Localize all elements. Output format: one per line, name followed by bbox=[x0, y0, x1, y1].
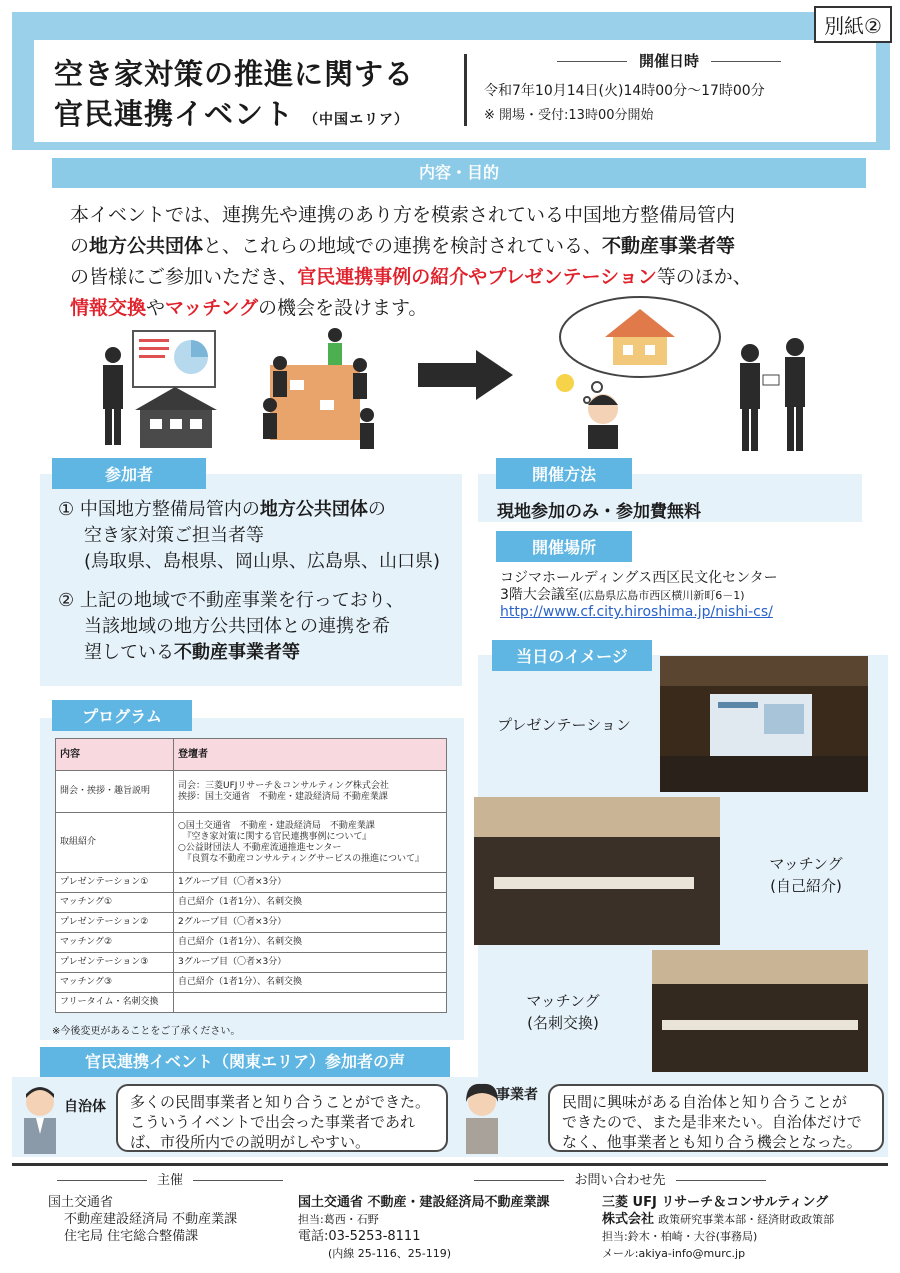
contact-mlit: 国土交通省 不動産・建設経済局不動産業課 担当:葛西・石野 電話:03-5253-8111 (内線 25-116、25-119) bbox=[298, 1195, 550, 1260]
title-divider bbox=[464, 54, 467, 126]
voice-bubble-municipality: 多くの民間事業者と知り合うことができた。 こういうイベントで出会った事業者であれ ば、市役所内での説明がしやすい。 bbox=[116, 1084, 448, 1152]
venue-info bbox=[500, 570, 778, 621]
right-arrow-icon bbox=[418, 350, 513, 400]
table-row: プレゼンテーション③ 3グループ目（〇者×3分） bbox=[56, 953, 447, 973]
official-avatar-icon bbox=[14, 1080, 66, 1156]
host-heading: 主催 bbox=[20, 1169, 320, 1188]
images-heading: 当日のイメージ bbox=[492, 640, 652, 671]
program-heading: プログラム bbox=[52, 700, 192, 731]
purpose-line2: の地方公共団体と、これらの地域での連携を検討されている、不動産事業者等 bbox=[70, 235, 736, 257]
caption-card-exchange: マッチング (名刺交換) bbox=[526, 992, 600, 1032]
self-intro-photo-image bbox=[474, 797, 720, 945]
contact-heading: お問い合わせ先 bbox=[380, 1169, 860, 1188]
voice-role-municipality: 自治体 bbox=[64, 1099, 106, 1115]
presentation-meeting-illustration bbox=[95, 325, 395, 465]
program-table bbox=[55, 738, 447, 1013]
venue-room: 3階大会議室(広島県広島市西区横川新町6－1) bbox=[500, 587, 745, 603]
table-row: 開会・挨拶・趣旨説明 司会：三菱UFJリサーチ＆コンサルティング株式会社 挨拶：国土交通省 不動産・建設経済局 不動産業課 bbox=[56, 771, 447, 813]
attachment-badge: 別紙② bbox=[814, 6, 892, 43]
table-row: プレゼンテーション② 2グループ目（〇者×3分） bbox=[56, 913, 447, 933]
table-row: プレゼンテーション① 1グループ目（〇者×3分） bbox=[56, 873, 447, 893]
footer-divider bbox=[12, 1163, 888, 1166]
photo-self-intro bbox=[474, 797, 720, 945]
caption-presentation: プレゼンテーション bbox=[497, 716, 631, 734]
venue-name: コジマホールディングス西区民文化センター bbox=[500, 570, 778, 586]
method-heading: 開催方法 bbox=[496, 458, 632, 489]
program-col-speaker: 登壇者 bbox=[174, 739, 447, 771]
event-title-line1: 空き家対策の推進に関する bbox=[54, 57, 415, 91]
program-col-content: 内容 bbox=[56, 739, 174, 771]
participant-item-2: ② 上記の地域で不動産事業を行っており、 当該地域の地方公共団体との連携を希 望している不動産事業者等 bbox=[58, 590, 404, 663]
date-heading-text: 開催日時 bbox=[638, 52, 699, 70]
purpose-line1: 本イベントでは、連携先や連携のあり方を模索されている中国地方整備局管内 bbox=[70, 204, 736, 226]
table-row: 取組紹介 ○国土交通省 不動産・建設経済局 不動産業課 『空き家対策に関する官民連携事例について』 ○公益財団法人 不動産流通推進センター 『良質な不動産コンサルティングサービスの推進について』 bbox=[56, 813, 447, 873]
table-row: マッチング② 自己紹介（1者1分）、名刺交換 bbox=[56, 933, 447, 953]
event-title-line2 bbox=[54, 92, 409, 133]
event-datetime: 令和7年10月14日(火)14時00分～17時00分 bbox=[484, 83, 765, 99]
program-table-header bbox=[56, 739, 447, 771]
participant-item-1: ① 中国地方整備局管内の地方公共団体の 空き家対策ご担当者等 (鳥取県、島根県、岡山県、広島県、山口県) bbox=[58, 499, 441, 572]
voice-bubble-business: 民間に興味がある自治体と知り合うことが できたので、また是非来たい。自治体だけで なく、他事業者とも知り合う機会となった。 bbox=[548, 1084, 884, 1152]
event-area: （中国エリア） bbox=[304, 112, 410, 128]
method-text: 現地参加のみ・参加費無料 bbox=[497, 502, 701, 522]
purpose-line4: 情報交換やマッチングの機会を設けます。 bbox=[70, 297, 428, 319]
purpose-heading: 内容・目的 bbox=[52, 158, 866, 188]
voice-role-business: 事業者 bbox=[496, 1087, 538, 1103]
presentation-photo-image bbox=[660, 656, 868, 792]
reception-time: ※ 開場・受付:13時00分開始 bbox=[484, 108, 654, 123]
business-handshake-illustration bbox=[545, 295, 845, 455]
date-heading bbox=[484, 50, 854, 71]
table-row: マッチング③ 自己紹介（1者1分）、名刺交換 bbox=[56, 973, 447, 993]
purpose-line3: の皆様にご参加いただき、官民連携事例の紹介やプレゼンテーション等のほか、 bbox=[70, 266, 752, 288]
contact-email[interactable]: メール:akiya-info@murc.jp bbox=[602, 1247, 746, 1260]
contact-murc: 三菱 UFJ リサーチ＆コンサルティング 株式会社 政策研究事業本部・経済財政政策部 担当:鈴木・柏崎・大谷(事務局) メール:akiya-info@murc.jp bbox=[602, 1195, 835, 1260]
venue-url-link[interactable]: http://www.cf.city.hiroshima.jp/nishi-cs/ bbox=[500, 604, 773, 620]
venue-heading: 開催場所 bbox=[496, 531, 632, 562]
card-exchange-photo-image bbox=[652, 950, 868, 1072]
host-info: 国土交通省 不動産建設経済局 不動産業課 住宅局 住宅総合整備課 bbox=[48, 1195, 238, 1244]
table-row: マッチング① 自己紹介（1者1分）、名刺交換 bbox=[56, 893, 447, 913]
header-band bbox=[12, 12, 890, 150]
participants-heading: 参加者 bbox=[52, 458, 206, 489]
caption-self-intro: マッチング (自己紹介) bbox=[769, 855, 843, 895]
table-row: フリータイム・名刺交換 bbox=[56, 993, 447, 1013]
voices-heading: 官民連携イベント（関東エリア）参加者の声 bbox=[40, 1047, 450, 1077]
photo-presentation bbox=[660, 656, 868, 792]
header-box bbox=[34, 40, 876, 142]
event-title-main: 官民連携イベント bbox=[54, 97, 295, 131]
photo-card-exchange bbox=[652, 950, 868, 1072]
program-note: ※今後変更があることをご了承ください。 bbox=[52, 1026, 241, 1037]
